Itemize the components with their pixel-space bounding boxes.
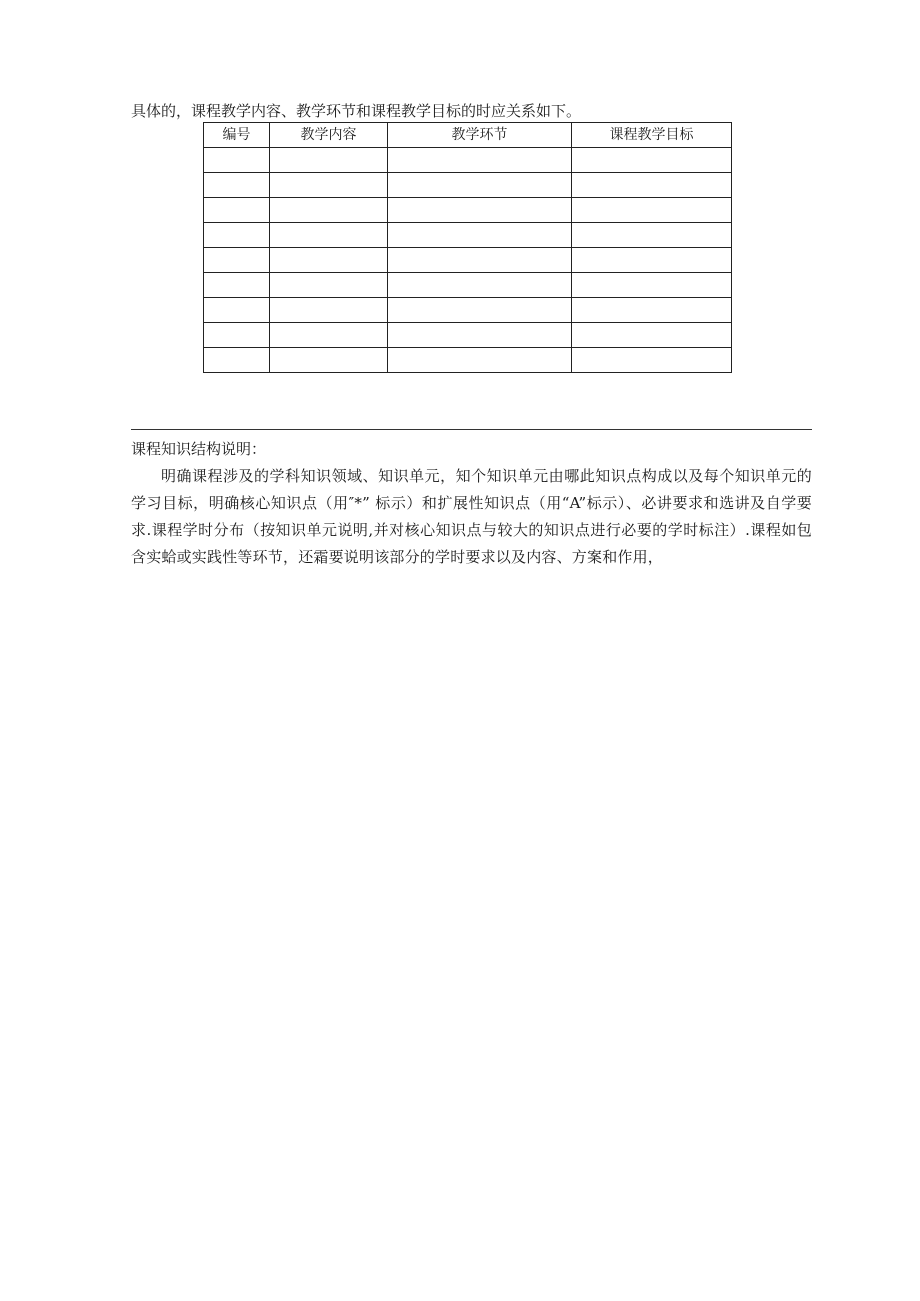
header-stage: 教学环节 [388,123,572,148]
table-cell [572,223,732,248]
table-cell [388,223,572,248]
table-cell [270,273,388,298]
table-cell [270,148,388,173]
table-row [204,323,732,348]
table-cell [204,323,270,348]
table-cell [572,148,732,173]
table-row [204,298,732,323]
table-cell [204,348,270,373]
table-cell [572,323,732,348]
table-cell [572,348,732,373]
table-row [204,198,732,223]
horizontal-divider [131,429,812,430]
table-cell [388,148,572,173]
table-cell [388,348,572,373]
table-cell [572,248,732,273]
table-cell [270,198,388,223]
table-cell [388,198,572,223]
table-cell [572,298,732,323]
table-cell [572,273,732,298]
table-cell [388,323,572,348]
table-cell [270,298,388,323]
table-cell [388,173,572,198]
table-row [204,348,732,373]
table-cell [388,273,572,298]
table-cell [270,223,388,248]
table-cell [204,298,270,323]
table-cell [204,173,270,198]
knowledge-structure-section [131,436,812,571]
content-relation-table [203,122,732,373]
section-heading: 课程知识结构说明： [131,440,267,458]
table-cell [270,173,388,198]
table-cell [204,273,270,298]
table-row [204,173,732,198]
table-cell [388,248,572,273]
header-objective: 课程教学目标 [572,123,732,148]
table-row [204,273,732,298]
table-cell [388,298,572,323]
table-header-row [204,123,732,148]
intro-text: 具体的，课程教学内容、教学环节和课程教学目标的时应关系如下。 [131,102,582,120]
table-cell [572,173,732,198]
table-cell [270,248,388,273]
table-row [204,148,732,173]
table-cell [270,348,388,373]
table-row [204,248,732,273]
table-cell [204,198,270,223]
table-cell [204,148,270,173]
section-paragraph: 明确课程涉及的学科知识领域、知识单元，知个知识单元由哪此知识点构成以及每个知识单元的学习目标，明确核心知识点（用″*” 标示）和扩展性知识点（用“A”标示）、必讲要求和选讲及自学要求.课程学时分布（按知识单元说明,并对核心知识点与较大的知识点进行必要的学时标注）.课程如包含实蛤或实践性等环节，还霜要说明该部分的学时要求以及内容、方案和作用， [131,467,812,566]
table-cell [204,223,270,248]
table-cell [572,198,732,223]
table-cell [270,323,388,348]
header-number: 编号 [204,123,270,148]
table-cell [204,248,270,273]
table-row [204,223,732,248]
header-content: 教学内容 [270,123,388,148]
